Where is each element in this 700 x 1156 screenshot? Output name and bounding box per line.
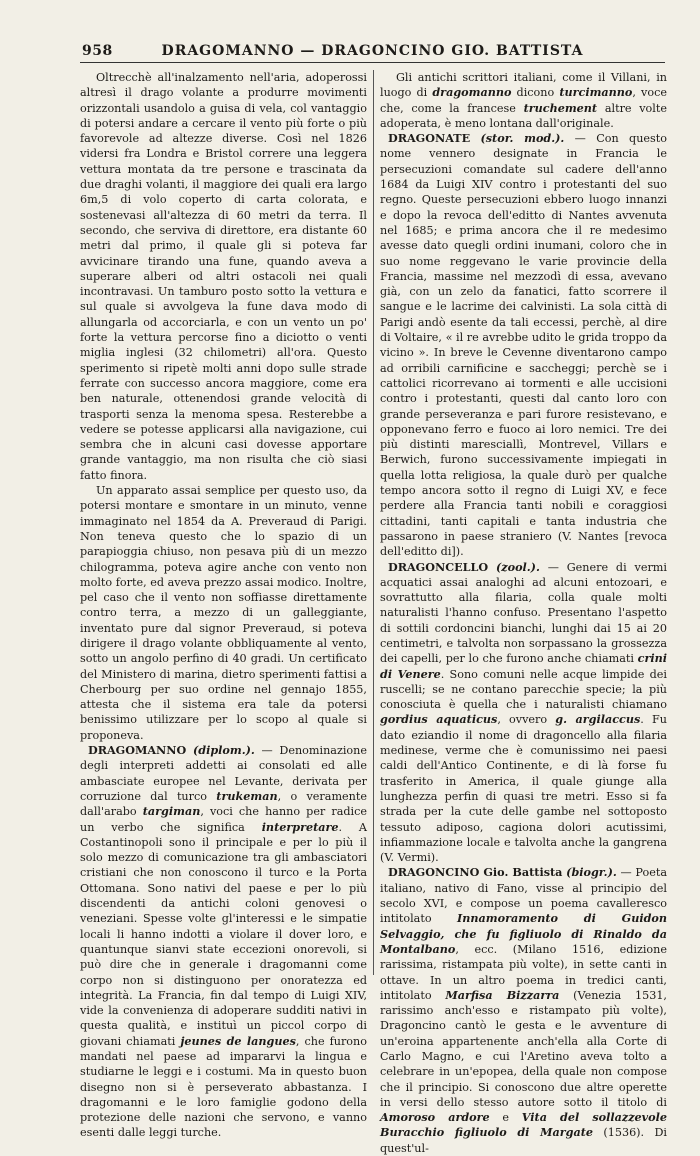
italic-term: crini di Venere [380, 651, 667, 681]
entry-dragomanno [80, 743, 367, 1141]
italic-term: Marfisa Bizzarra [445, 987, 560, 1002]
entry-text: . A Costantinopoli sono il principale e per lo più il solo mezzo di comunicazione tra gli ambasciatori cristiani che non conoscono il turco e la Porta Ottomana. Sono nativi del paese e per lo più discendenti da antichi coloni genovesi o veneziani. Spesse volte gl'interessi e le simpatie locali li hanno indotti a violare il dover loro, e quantunque sianvi state eccezioni onorevoli, si può dire che in generale i dragomanni come corpo non si distinguono per onoratezza ed integrità. La Francia, fin dal tempo di Luigi XIV, vide la convenienza di adoperare sudditi nativi in questa qualità, e instituì un piccol corpo di giovani chiamati [80, 820, 367, 1048]
italic-term: truchement [523, 100, 598, 115]
entry-text: , voci che hanno per radice un verbo che significa [80, 805, 367, 834]
entry-text: Gli antichi scrittori italiani, come il Villani, in luogo di [380, 71, 667, 100]
entry-text: , ecc. (Milano 1516, edizione rarissima, ristampata più volte), in sette canti in ottave. In un altro poema in tredici canti, intitolato [380, 942, 667, 1002]
abbrev-dragoncino: (biogr.). [566, 865, 617, 880]
headword-dragoncello: DRAGONCELLO [388, 559, 489, 574]
right-column [380, 70, 668, 1155]
headword-dragomanno: DRAGOMANNO [88, 743, 187, 758]
entry-text: , che furono mandati nel paese ad impararvi la lingua e studiarne le leggi e i costumi. Ma in questo buon disegno non si è perseverato abbastanza. I dragomanni e le loro famiglie godono della protezione delle nazioni che servono, e vanno esenti dalle leggi turche. [80, 1034, 367, 1140]
entry-dragoncino [380, 865, 667, 1156]
entry-text: . Sono comuni nelle acque limpide dei ruscelli; se ne contano parecchie specie; la più conosciuta è quella che i naturalisti chiamano [380, 667, 667, 712]
entry-text: — Genere di vermi acquatici assai analoghi ad alcuni entozoari, e sovrattutto alla filaria, colla quale molti naturalisti l'hanno confuso. Presentano l'aspetto di sottili cordoncini bianchi, lunghi dai 15 ai 20 centimetri, e talvolta non sorpassano la grossezza dei capelli, per lo che furono anche chiamati [380, 560, 667, 666]
running-title: DRAGOMANNO — DRAGONCINO GIO. BATTISTA [161, 43, 584, 59]
abbrev-dragonate: (stor. mod.). [480, 131, 565, 146]
entry-text: altre volte adoperata, è meno lontana dall'originale. [380, 101, 667, 130]
italic-term: targiman [142, 804, 201, 819]
entry-text: — Con questo nome vennero designate in Francia le persecuzioni comandate sul cadere dell'anno 1684 da Luigi XIV contro i protestanti del suo regno. Queste persecuzioni ebbero luogo innanzi e dopo la revoca dell'editto di Nantes avvenuta nel 1685; e prima ancora che il re medesimo avesse dato quegli ordini inumani, coloro che in suo nome reggevano le varie provincie della Francia, massime nel mezzodì di essa, avevano già, con un zelo da fanatici, fatto scorrere il sangue e le lacrime dei calvinisti. La sola città di Parigi andò esente da tali eccessi, perchè, al dire di Voltaire, « il re avrebbe udito le grida troppo da vicino ». In breve le Cevenne diventarono campo ad orribili carnificine e saccheggi; perchè se i cattolici ricorrevano ai tormenti e alle uccisioni contro i protestanti, questi dal canto loro con grande perseveranza e pari furore resistevano, e opponevano ferro e fuoco ai loro nemici. Tre dei più distinti maresciallì, Montrevel, Villars e Berwich, furono successivamente impiegati in quella lotta religiosa, la quale durò per qualche tempo ancora sotto il regno di Luigi XV, e fece perdere alla Francia tanti nobili e coraggiosi cittadini, tanti capitali e tanta industria che passarono in paese straniero (V. Nantes [revoca dell'editto di]). [380, 132, 667, 559]
paragraph-turcimanno [380, 70, 667, 131]
text-columns [80, 70, 668, 1155]
italic-term: interpretare [261, 819, 339, 834]
italic-term: g. argilaccus [555, 712, 641, 727]
running-header [80, 40, 665, 63]
entry-text: . Fu dato eziandio il nome di dragoncello alla filaria medinese, verme che è comunissimo nei paesi caldi dell'Antico Continente, e di là forse fu trasferito in America, il quale giunge alla lunghezza perfin di quasi tre metri. Esso si fa strada per la cute delle gambe nel sottoposto tessuto adiposo, cagiona dolori acutissimi, infiammazione locale e talvolta anche la gangrena (V. Vermi). [380, 713, 667, 865]
italic-term: trukeman [216, 788, 278, 803]
entry-text: , o veramente dall'arabo [80, 789, 367, 819]
abbrev-dragoncello: (zool.). [495, 559, 540, 574]
page-number: 958 [82, 43, 113, 59]
italic-term: turcimanno [559, 85, 633, 100]
paragraph-preveraud: Un apparato assai semplice per questo uso, da potersi montare e smontare in un minuto, venne immaginato nel 1854 da A. Preveraud di Parigi. Non teneva questo che lo spazio di un parapioggia chiuso, non pesava più di un mezzo chilogramma, poteva agire anche con vento non molto forte, ed aveva prezzo assai modico. Inoltre, pel caso che il vento non soffiasse direttamente contro terra, a mezzo di un galleggiante, inventato pure dal signor Preveraud, si poteva dirigere il drago volante obbliquamente al vento, sotto un angolo perfino di 40 gradi. Un certificato del Ministero di marina, dietro sperimenti fattisi a Cherbourg per suo ordine nel gennajo 1855, attesta che il sistema era tale da potersi benissimo utilizzare per lo scopo al quale si proponeva. [80, 484, 367, 742]
entry-text: , voce che, come la francese [380, 86, 667, 115]
headword-dragonate: DRAGONATE [388, 131, 471, 146]
italic-term: Vita del sollazzevole Buracchio figliuolo di Margate [380, 1110, 668, 1140]
italic-term: gordius aquaticus [380, 712, 498, 727]
italic-term: Innamoramento di Guidon Selvaggio, che fu figliuolo di Rinaldo da Montalbano [380, 911, 667, 956]
entry-dragonate [380, 131, 667, 559]
left-column [80, 70, 367, 1140]
entry-text: (1536). Di quest'ul- [380, 1126, 668, 1155]
italic-term: jeunes de langues [180, 1033, 296, 1048]
italic-term: dragomanno [432, 85, 512, 100]
entry-text: e [489, 1111, 522, 1125]
entry-text: , ovvero [497, 713, 556, 727]
entry-text: (Venezia 1531, rarissimo anch'esso e ristampato più volte), Dragoncino cantò le gesta e le avventure di un'eroina appartenente anch'ella alla Corte di Carlo Magno, e cui l'Aretino aveva tolto a celebrare in un'epopea, della quale non compose che il principio. Si conoscono due altre operette in versi dello stesso autore sotto il titolo di [380, 988, 667, 1109]
headword-dragoncino: DRAGONCINO Gio. Battista [388, 865, 563, 880]
abbrev-dragomanno: (diplom.). [192, 743, 255, 758]
column-divider [373, 70, 374, 975]
entry-text: — Denominazione degli interpreti addetti ai consolati ed alle ambasciate europee nel Levante, derivata per corruzione dal turco [80, 744, 367, 803]
italic-term: Amoroso ardore [380, 1110, 490, 1125]
paragraph-drago-volante: Oltrecchè all'inalzamento nell'aria, adoperossi altresì il drago volante a produrre movimenti orizzontali usandolo a guisa di vela, col vantaggio di potersi andare a cercare il vento più forte o più favorevole ad altezze diverse. Così nel 1826 vidersi fra Londra e Bristol correre una leggera vettura montata da tre persone e trascinata da due draghi volanti, il maggiore dei quali era largo 6m,5 di volo coperto di carta colorata, e sostenevasi all'altezza di 60 metri da terra. Il secondo, che serviva di direttore, era distante 60 metri dal primo, il quale gli si poteva far avvicinare tirando una fune, quando aveva a superare alberi od altri ostacoli nei quali incontravasi. Un tamburo posto sotto la vettura e sul quale si avvolgeva la fune dava modo di allungarla od accorciarla, e con un vento un po' forte la vettura percorse fino a diciotto o venti miglia inglesi (32 chilometri) all'ora. Questo sperimento si ripetè molti anni dopo sulle strade ferrate con successo ancora maggiore, come era ben naturale, ottenendosi grande velocità di trasporti senza la menoma spesa. Resterebbe a vedere se potesse applicarsi alla navigazione, cui sembra che in alcuni casi dovesse apportare grande vantaggio, ma non risulta che ciò siasi fatto finora. [80, 71, 367, 482]
entry-text: dicono [511, 86, 560, 100]
entry-text: — Poeta italiano, nativo di Fano, visse al principio del secolo XVI, e compose un poema cavalleresco intitolato [380, 866, 667, 926]
entry-dragoncello [380, 560, 667, 866]
